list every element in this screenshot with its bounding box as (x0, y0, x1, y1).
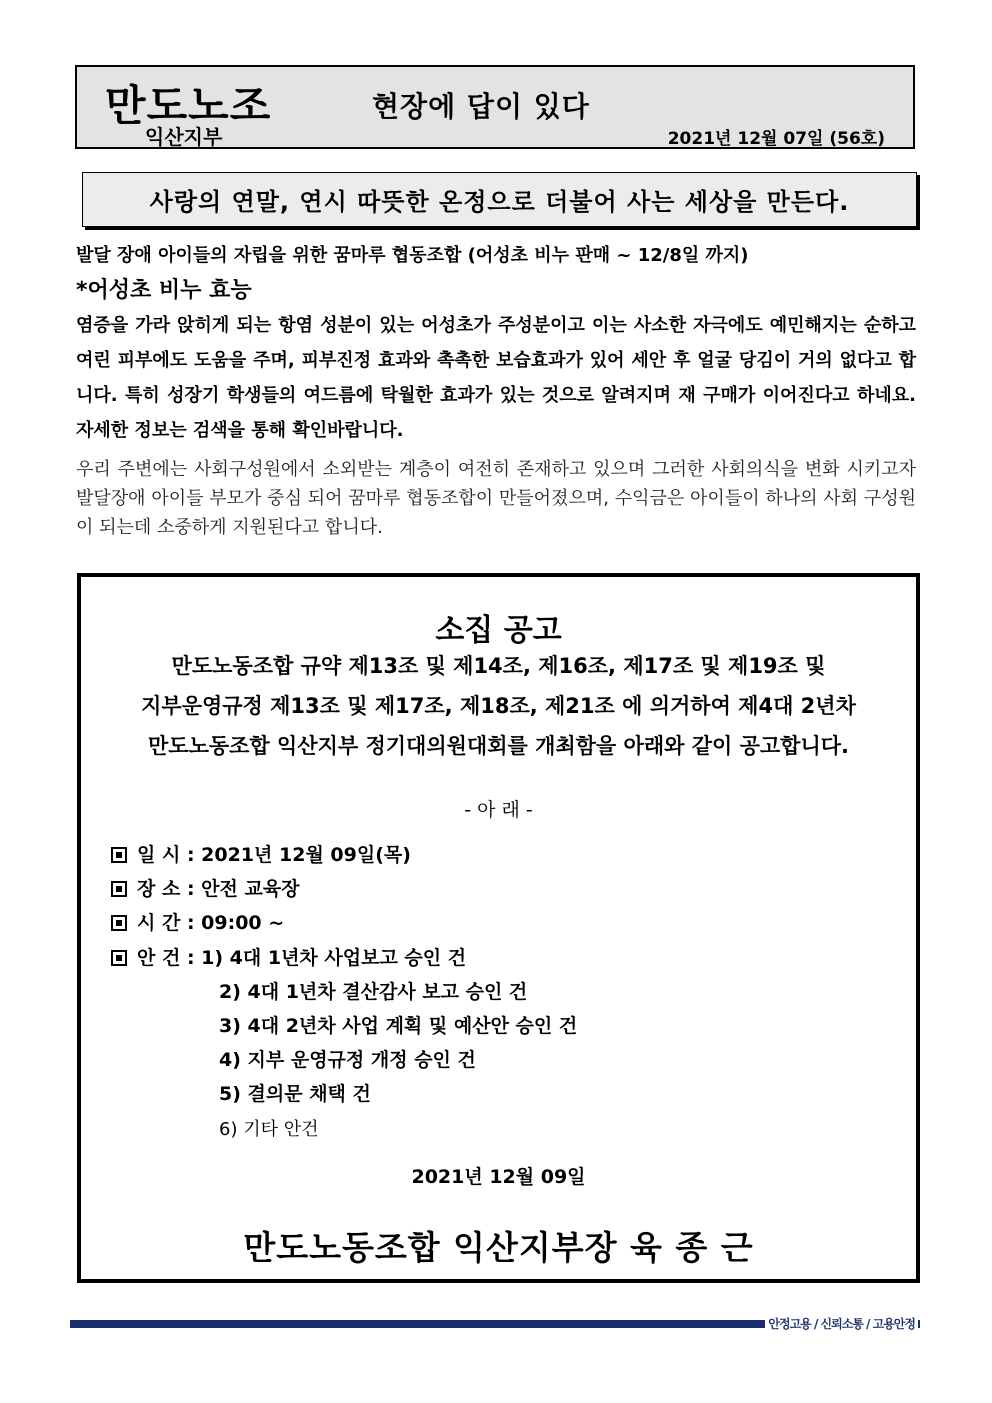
square-bullet-icon (111, 881, 127, 897)
agenda-item: 2) 4대 1년차 결산감사 보고 승인 건 (219, 981, 528, 1003)
notice-item-text: 장 소 : 안전 교육장 (137, 878, 300, 900)
newsletter-header (75, 65, 915, 149)
square-bullet-icon (111, 915, 127, 931)
union-name: 만도노조 (105, 81, 272, 130)
convocation-notice-box (77, 573, 920, 1283)
square-bullet-icon (111, 847, 127, 863)
agenda-item: 3) 4대 2년차 사업 계획 및 예산안 승인 건 (219, 1015, 578, 1037)
notice-title: 소집 공고 (435, 613, 562, 648)
slogan: 현장에 답이 있다 (372, 90, 590, 123)
article-paragraph-2: 우리 주변에는 사회구성원에서 소외받는 계층이 여전히 존재하고 있으며 그러한 사회의식을 변화 시키고자 발달장애 아이들 부모가 중심 되어 꿈마루 협동조합이 만들어졌으며, 수익금은 아이들이 하나의 사회 구성원이 되는데 소중하게 지원된다고 합니다. (76, 459, 916, 538)
agenda-item: 4) 지부 운영규정 개정 승인 건 (219, 1049, 476, 1071)
agenda-item: 5) 결의문 채택 건 (219, 1083, 371, 1105)
notice-item-text: 시 간 : 09:00 ~ (137, 912, 285, 934)
article-notice-line: 발달 장애 아이들의 자립을 위한 꿈마루 협동조합 (어성초 비누 판매 ~ 12/8일 까지) (76, 245, 749, 266)
issue-date: 2021년 12월 07일 (56호) (667, 129, 885, 149)
notice-item-text: 안 건 : 1) 4대 1년차 사업보고 승인 건 (137, 947, 467, 969)
notice-item-agenda (111, 943, 466, 970)
below-marker: - 아 래 - (464, 799, 533, 821)
article-paragraph-1: 염증을 가라 앉히게 되는 항염 성분이 있는 어성초가 주성분이고 이는 사소한 자극에도 예민해지는 순하고 여린 피부에도 도움을 주며, 피부진정 효과와 촉촉한 보습효과가 있어 세안 후 얼굴 당김이 거의 없다고 합니다. 특히 성장기 학생들의 여드름에 탁월한 효과가 있는 것으로 알려지며 재 구매가 이어진다고 하네요. 자세한 정보는 검색을 통해 확인바랍니다. (76, 315, 916, 441)
notice-date: 2021년 12월 09일 (411, 1166, 586, 1188)
notice-intro-line: 지부운영규정 제13조 및 제17조, 제18조, 제21조 에 의거하여 제4대 2년차 (141, 694, 856, 718)
notice-intro-line: 만도노동조합 규약 제13조 및 제14조, 제16조, 제17조 및 제19조 및 (171, 654, 826, 678)
notice-item-place (111, 874, 300, 901)
headline-text: 사랑의 연말, 연시 따뜻한 온정으로 더불어 사는 세상을 만든다. (149, 188, 850, 216)
section-heading: *어성초 비누 효능 (76, 278, 252, 303)
notice-item-text: 일 시 : 2021년 12월 09일(목) (137, 844, 411, 866)
notice-intro-line: 만도노동조합 익산지부 정기대의원대회를 개최함을 아래와 같이 공고합니다. (148, 734, 849, 758)
headline-banner (82, 172, 917, 227)
notice-item-date (111, 840, 411, 867)
square-bullet-icon (111, 950, 127, 966)
agenda-item: 6) 기타 안건 (219, 1119, 319, 1140)
notice-item-time (111, 908, 284, 935)
signature: 만도노동조합 익산지부장 육 종 근 (243, 1228, 754, 1267)
footer-text: 안정고용 / 신뢰소통 / 고용안정 (765, 1315, 918, 1332)
branch-name: 익산지부 (145, 125, 223, 149)
